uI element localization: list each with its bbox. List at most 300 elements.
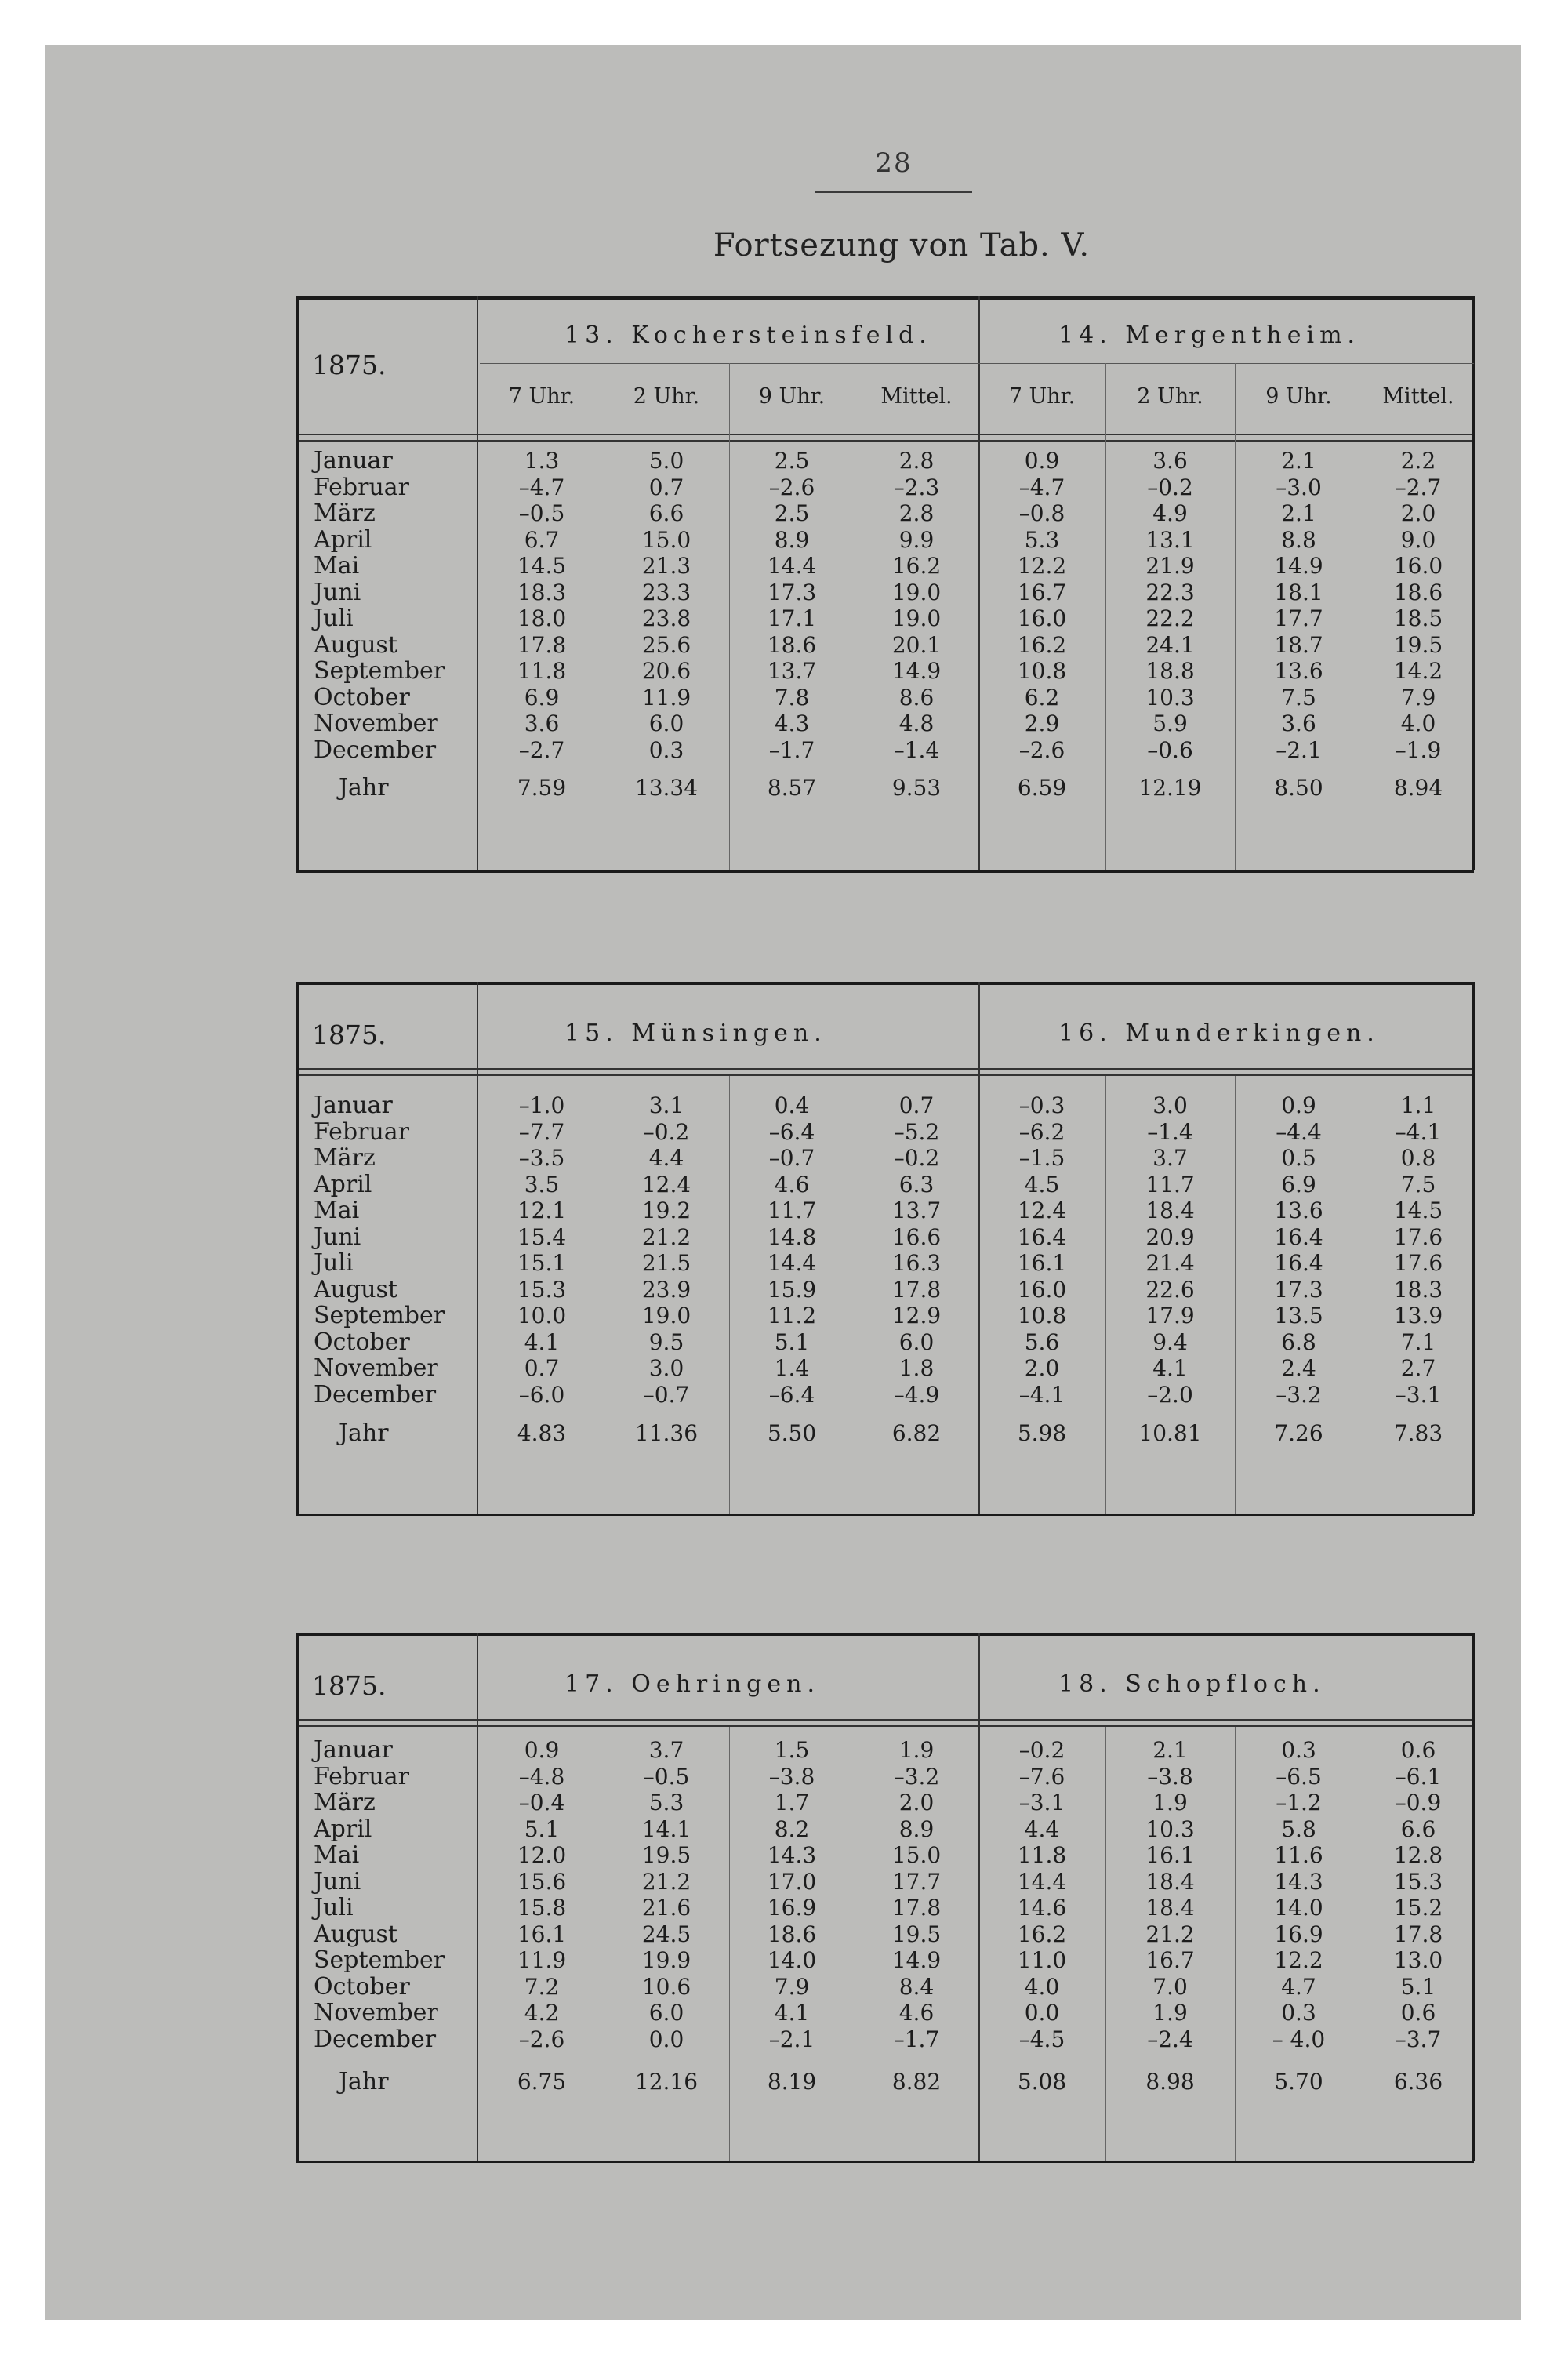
- temperature-cell: 10.3: [1145, 1815, 1195, 1842]
- temperature-cell: 14.9: [891, 658, 942, 684]
- table-right-border: [1472, 1633, 1475, 2161]
- temperature-cell: 0.6: [1400, 1737, 1436, 1763]
- temperature-cell: 14.3: [767, 1842, 817, 1868]
- temperature-cell: 19.9: [641, 1947, 691, 1973]
- temperature-cell: 7.9: [774, 1973, 810, 2000]
- temperature-cell: 22.6: [1145, 1276, 1195, 1303]
- temperature-cell: 13.5: [1274, 1303, 1323, 1328]
- temperature-cell: 5.1: [1400, 1973, 1436, 2000]
- table-year-label: 1875.: [312, 350, 387, 380]
- temperature-cell: –4.1: [1395, 1118, 1442, 1145]
- temperature-cell: 21.9: [1145, 553, 1195, 579]
- month-label: August: [314, 1275, 397, 1303]
- temperature-cell: 14.6: [1017, 1895, 1067, 1921]
- temperature-cell: 20.9: [1145, 1223, 1195, 1250]
- temperature-cell: 16.4: [1017, 1223, 1067, 1250]
- temperature-cell: 14.1: [641, 1815, 691, 1842]
- temperature-cell: 21.2: [1145, 1921, 1195, 1947]
- temperature-cell: 21.5: [641, 1250, 691, 1276]
- temperature-cell: 6.9: [524, 684, 560, 711]
- table-header-rule-2: [296, 1725, 1474, 1727]
- temperature-cell: 9.9: [898, 526, 935, 553]
- temperature-cell: 21.2: [641, 1223, 691, 1250]
- temperature-cell: 17.6: [1393, 1250, 1443, 1276]
- annual-label: Jahr: [339, 774, 389, 801]
- annual-mean-cell: 12.19: [1138, 775, 1202, 801]
- temperature-cell: –7.7: [518, 1118, 565, 1145]
- temperature-cell: 9.5: [648, 1328, 684, 1355]
- temperature-cell: 1.9: [1152, 2000, 1188, 2026]
- temperature-cell: 6.8: [1281, 1328, 1316, 1355]
- temperature-cell: –7.6: [1018, 1763, 1065, 1790]
- temperature-cell: 12.1: [517, 1198, 567, 1223]
- column-header-1: 7 Uhr.: [508, 384, 575, 409]
- temperature-cell: 10.0: [517, 1303, 567, 1328]
- header-divider-stations: [978, 1633, 980, 2161]
- temperature-cell: 12.2: [1017, 553, 1067, 579]
- temperature-cell: 17.0: [767, 1868, 817, 1895]
- temperature-cell: 15.3: [1393, 1868, 1443, 1895]
- temperature-cell: 7.0: [1152, 1973, 1188, 2000]
- temperature-cell: 13.6: [1274, 658, 1323, 684]
- temperature-cell: 4.1: [524, 1328, 560, 1355]
- month-label: December: [314, 1380, 437, 1408]
- temperature-cell: 22.2: [1145, 605, 1195, 631]
- column-divider: [1235, 363, 1236, 870]
- month-label: Februar: [314, 1118, 410, 1146]
- temperature-cell: 14.8: [767, 1223, 817, 1250]
- temperature-cell: 13.7: [767, 658, 817, 684]
- temperature-cell: 17.3: [767, 579, 817, 605]
- annual-mean-cell: 7.83: [1393, 1420, 1443, 1446]
- temperature-cell: –6.0: [518, 1381, 565, 1408]
- temperature-cell: 22.3: [1145, 579, 1195, 605]
- temperature-cell: 21.6: [641, 1895, 691, 1921]
- temperature-cell: 12.9: [891, 1303, 942, 1328]
- month-label: September: [314, 1946, 445, 1974]
- station-name-1: 17. Oehringen.: [564, 1670, 820, 1698]
- temperature-cell: 17.1: [767, 605, 817, 631]
- temperature-cell: –6.1: [1395, 1763, 1442, 1790]
- temperature-cell: 6.0: [648, 711, 684, 736]
- table-top-rule: [296, 1633, 1474, 1636]
- subheader-rule: [480, 363, 1474, 364]
- temperature-cell: 5.1: [524, 1815, 560, 1842]
- table-header-rule: [296, 1068, 1474, 1070]
- temperature-cell: –6.4: [768, 1381, 815, 1408]
- temperature-cell: 14.5: [1393, 1198, 1443, 1223]
- temperature-cell: 17.6: [1393, 1223, 1443, 1250]
- temperature-cell: 18.0: [517, 605, 567, 631]
- temperature-cell: 12.4: [641, 1171, 691, 1198]
- temperature-cell: 4.9: [1152, 500, 1188, 526]
- temperature-cell: –0.7: [643, 1381, 690, 1408]
- temperature-cell: 15.9: [767, 1276, 817, 1303]
- temperature-cell: 6.0: [898, 1328, 935, 1355]
- temperature-cell: 16.6: [891, 1223, 942, 1250]
- temperature-cell: 10.6: [641, 1973, 691, 2000]
- column-header-8: Mittel.: [1382, 384, 1454, 409]
- temperature-cell: 0.7: [898, 1092, 935, 1118]
- temperature-cell: 4.6: [774, 1171, 810, 1198]
- temperature-cell: 12.8: [1393, 1842, 1443, 1868]
- temperature-cell: 16.1: [1145, 1842, 1195, 1868]
- annual-mean-cell: 6.82: [891, 1420, 942, 1446]
- temperature-cell: –2.6: [768, 474, 815, 500]
- page-title: Fortsezung von Tab. V.: [713, 227, 1091, 263]
- table-right-border: [1472, 982, 1475, 1514]
- temperature-cell: 2.4: [1281, 1355, 1316, 1381]
- month-label: August: [314, 1920, 397, 1948]
- temperature-cell: 23.3: [641, 579, 691, 605]
- column-divider: [1105, 1727, 1106, 2161]
- station-name-2: 14. Mergentheim.: [1058, 322, 1361, 349]
- header-divider-label: [477, 296, 478, 870]
- temperature-cell: 17.8: [891, 1276, 942, 1303]
- temperature-cell: 2.0: [1024, 1355, 1060, 1381]
- temperature-cell: –0.3: [1018, 1092, 1065, 1118]
- temperature-cell: –2.6: [1018, 736, 1065, 763]
- temperature-cell: 3.6: [1152, 448, 1188, 474]
- month-label: April: [314, 1815, 372, 1843]
- temperature-cell: 2.1: [1281, 500, 1316, 526]
- temperature-cell: 0.9: [1024, 448, 1060, 474]
- month-label: November: [314, 710, 438, 737]
- temperature-cell: –3.7: [1395, 2026, 1442, 2052]
- temperature-cell: 2.0: [898, 1790, 935, 1815]
- temperature-cell: 14.4: [767, 553, 817, 579]
- temperature-cell: 14.3: [1274, 1868, 1323, 1895]
- month-label: November: [314, 1354, 438, 1382]
- month-label: December: [314, 736, 437, 764]
- month-label: Juni: [314, 1867, 361, 1895]
- temperature-cell: –4.7: [518, 474, 565, 500]
- temperature-cell: 10.8: [1017, 1303, 1067, 1328]
- temperature-cell: 13.0: [1393, 1947, 1443, 1973]
- temperature-cell: 13.1: [1145, 526, 1195, 553]
- header-divider-stations: [978, 982, 980, 1514]
- temperature-cell: 1.5: [774, 1737, 810, 1763]
- temperature-cell: –3.8: [768, 1763, 815, 1790]
- temperature-cell: –0.5: [518, 500, 565, 526]
- column-header-2: 2 Uhr.: [633, 384, 700, 409]
- month-label: October: [314, 1972, 410, 2001]
- temperature-cell: –3.8: [1147, 1763, 1193, 1790]
- temperature-cell: 21.3: [641, 553, 691, 579]
- temperature-cell: 19.2: [641, 1198, 691, 1223]
- page-number: 28: [875, 147, 913, 179]
- annual-mean-cell: 9.53: [891, 775, 942, 801]
- temperature-cell: 16.2: [1017, 631, 1067, 658]
- temperature-cell: 16.0: [1393, 553, 1443, 579]
- temperature-cell: 0.3: [1281, 2000, 1316, 2026]
- temperature-cell: 11.2: [767, 1303, 817, 1328]
- table-bottom-rule: [296, 1514, 1474, 1516]
- temperature-cell: –3.0: [1276, 474, 1322, 500]
- temperature-cell: 16.2: [1017, 1921, 1067, 1947]
- temperature-cell: 7.1: [1400, 1328, 1436, 1355]
- temperature-cell: 17.8: [517, 631, 567, 658]
- temperature-cell: 16.9: [767, 1895, 817, 1921]
- header-divider-label: [477, 982, 478, 1514]
- temperature-cell: –1.4: [1147, 1118, 1193, 1145]
- temperature-cell: 12.0: [517, 1842, 567, 1868]
- temperature-cell: 0.9: [524, 1737, 560, 1763]
- temperature-cell: 2.9: [1024, 711, 1060, 736]
- annual-mean-cell: 8.94: [1393, 775, 1443, 801]
- annual-mean-cell: 4.83: [517, 1420, 567, 1446]
- table-bottom-rule: [296, 2161, 1474, 2163]
- annual-mean-cell: 13.34: [634, 775, 699, 801]
- temperature-cell: 13.6: [1274, 1198, 1323, 1223]
- table-year-label: 1875.: [312, 1670, 387, 1701]
- temperature-cell: 17.9: [1145, 1303, 1195, 1328]
- temperature-cell: 21.4: [1145, 1250, 1195, 1276]
- temperature-cell: 11.8: [1017, 1842, 1067, 1868]
- temperature-cell: 8.9: [774, 526, 810, 553]
- month-label: October: [314, 683, 410, 711]
- temperature-cell: 19.0: [891, 579, 942, 605]
- temperature-cell: 18.7: [1274, 631, 1323, 658]
- temperature-cell: 16.4: [1274, 1250, 1323, 1276]
- month-label: Mai: [314, 1197, 360, 1224]
- temperature-cell: 5.8: [1281, 1815, 1316, 1842]
- temperature-cell: 12.2: [1274, 1947, 1323, 1973]
- temperature-cell: 18.8: [1145, 658, 1195, 684]
- page-number-rule: [815, 191, 972, 193]
- temperature-cell: –2.7: [1395, 474, 1442, 500]
- table-year-label: 1875.: [312, 1019, 387, 1050]
- temperature-cell: 0.4: [774, 1092, 810, 1118]
- temperature-cell: –0.2: [643, 1118, 690, 1145]
- temperature-cell: 18.4: [1145, 1198, 1195, 1223]
- month-label: December: [314, 2025, 437, 2053]
- annual-mean-cell: 10.81: [1138, 1420, 1202, 1446]
- temperature-cell: 5.3: [648, 1790, 684, 1815]
- temperature-cell: 4.3: [774, 711, 810, 736]
- table-top-rule: [296, 296, 1474, 300]
- annual-mean-cell: 6.59: [1017, 775, 1067, 801]
- month-label: Juni: [314, 1223, 361, 1251]
- temperature-cell: 25.6: [641, 631, 691, 658]
- temperature-cell: 16.3: [891, 1250, 942, 1276]
- temperature-cell: 14.2: [1393, 658, 1443, 684]
- temperature-cell: –3.2: [1276, 1381, 1322, 1408]
- temperature-cell: 6.7: [524, 526, 560, 553]
- temperature-cell: 18.4: [1145, 1895, 1195, 1921]
- temperature-cell: 16.7: [1145, 1947, 1195, 1973]
- month-label: Mai: [314, 1841, 360, 1869]
- annual-mean-cell: 5.08: [1017, 2069, 1067, 2095]
- month-label: Februar: [314, 1762, 410, 1790]
- temperature-cell: 18.6: [767, 631, 817, 658]
- temperature-cell: 17.8: [1393, 1921, 1443, 1947]
- temperature-cell: 4.7: [1281, 1973, 1316, 2000]
- temperature-cell: 21.2: [641, 1868, 691, 1895]
- temperature-cell: 4.1: [1152, 1355, 1188, 1381]
- month-label: April: [314, 1170, 372, 1198]
- temperature-cell: 1.9: [898, 1737, 935, 1763]
- temperature-cell: – 4.0: [1272, 2026, 1326, 2052]
- temperature-cell: 2.7: [1400, 1355, 1436, 1381]
- temperature-cell: 6.9: [1281, 1171, 1316, 1198]
- temperature-cell: –6.4: [768, 1118, 815, 1145]
- temperature-cell: 15.0: [891, 1842, 942, 1868]
- temperature-cell: –3.1: [1018, 1790, 1065, 1815]
- annual-mean-cell: 5.50: [767, 1420, 817, 1446]
- temperature-cell: –2.3: [893, 474, 940, 500]
- temperature-cell: 11.7: [767, 1198, 817, 1223]
- temperature-cell: 16.2: [891, 553, 942, 579]
- column-divider: [729, 363, 730, 870]
- temperature-cell: –0.4: [518, 1790, 565, 1815]
- column-header-4: Mittel.: [880, 384, 953, 409]
- month-label: Januar: [314, 1736, 393, 1764]
- temperature-cell: 5.9: [1152, 711, 1188, 736]
- temperature-cell: 14.9: [1274, 553, 1323, 579]
- temperature-cell: 2.1: [1281, 448, 1316, 474]
- temperature-cell: 0.3: [1281, 1737, 1316, 1763]
- temperature-cell: 1.1: [1400, 1092, 1436, 1118]
- temperature-cell: 7.5: [1400, 1171, 1436, 1198]
- month-label: November: [314, 1999, 438, 2026]
- annual-mean-cell: 7.26: [1274, 1420, 1323, 1446]
- temperature-cell: 23.9: [641, 1276, 691, 1303]
- temperature-cell: 7.9: [1400, 684, 1436, 711]
- temperature-cell: 0.3: [648, 736, 684, 763]
- temperature-cell: 8.4: [898, 1973, 935, 2000]
- temperature-cell: 3.6: [1281, 711, 1316, 736]
- annual-mean-cell: 11.36: [634, 1420, 699, 1446]
- temperature-cell: 16.4: [1274, 1223, 1323, 1250]
- temperature-cell: 15.3: [517, 1276, 567, 1303]
- month-label: Juli: [314, 605, 354, 632]
- temperature-cell: 24.5: [641, 1921, 691, 1947]
- column-divider: [1235, 1727, 1236, 2161]
- temperature-cell: 14.0: [1274, 1895, 1323, 1921]
- temperature-cell: 15.6: [517, 1868, 567, 1895]
- temperature-cell: 2.1: [1152, 1737, 1188, 1763]
- temperature-cell: 6.6: [648, 500, 684, 526]
- temperature-cell: –2.7: [518, 736, 565, 763]
- temperature-cell: 0.7: [524, 1355, 560, 1381]
- temperature-cell: 11.8: [517, 658, 567, 684]
- temperature-cell: –4.4: [1276, 1118, 1322, 1145]
- temperature-cell: 8.9: [898, 1815, 935, 1842]
- temperature-cell: 1.3: [524, 448, 560, 474]
- temperature-cell: –0.5: [643, 1763, 690, 1790]
- temperature-cell: 2.0: [1400, 500, 1436, 526]
- column-divider: [729, 1727, 730, 2161]
- header-divider-label: [477, 1633, 478, 2161]
- temperature-cell: 19.5: [1393, 631, 1443, 658]
- temperature-cell: 20.1: [891, 631, 942, 658]
- temperature-cell: 11.6: [1274, 1842, 1323, 1868]
- temperature-cell: 7.8: [774, 684, 810, 711]
- temperature-cell: –4.5: [1018, 2026, 1065, 2052]
- column-divider: [1235, 1076, 1236, 1514]
- temperature-cell: –0.7: [768, 1145, 815, 1171]
- month-label: September: [314, 657, 445, 685]
- column-header-6: 2 Uhr.: [1137, 384, 1203, 409]
- station-name-2: 16. Munderkingen.: [1058, 1019, 1380, 1047]
- temperature-cell: –0.9: [1395, 1790, 1442, 1815]
- temperature-cell: 14.4: [1017, 1868, 1067, 1895]
- month-label: October: [314, 1328, 410, 1356]
- temperature-cell: 19.5: [641, 1842, 691, 1868]
- annual-mean-cell: 8.19: [767, 2069, 817, 2095]
- temperature-cell: 11.9: [517, 1947, 567, 1973]
- temperature-cell: 4.5: [1024, 1171, 1060, 1198]
- temperature-cell: 2.5: [774, 448, 810, 474]
- temperature-cell: –1.7: [893, 2026, 940, 2052]
- temperature-cell: 14.0: [767, 1947, 817, 1973]
- temperature-cell: 16.0: [1017, 605, 1067, 631]
- temperature-cell: 11.7: [1145, 1171, 1195, 1198]
- table-top-rule: [296, 982, 1474, 985]
- temperature-cell: 9.4: [1152, 1328, 1188, 1355]
- temperature-cell: 1.8: [898, 1355, 935, 1381]
- annual-mean-cell: 7.59: [517, 775, 567, 801]
- temperature-cell: 19.0: [891, 605, 942, 631]
- temperature-cell: 3.6: [524, 711, 560, 736]
- temperature-cell: 3.7: [648, 1737, 684, 1763]
- temperature-cell: 7.2: [524, 1973, 560, 2000]
- temperature-cell: –2.6: [518, 2026, 565, 2052]
- month-label: Januar: [314, 1092, 393, 1119]
- temperature-cell: 6.6: [1400, 1815, 1436, 1842]
- annual-mean-cell: 8.57: [767, 775, 817, 801]
- temperature-cell: 19.0: [641, 1303, 691, 1328]
- temperature-cell: 0.0: [648, 2026, 684, 2052]
- month-label: Januar: [314, 447, 393, 474]
- temperature-cell: 14.9: [891, 1947, 942, 1973]
- temperature-cell: –0.6: [1147, 736, 1193, 763]
- temperature-cell: 18.1: [1274, 579, 1323, 605]
- month-label: Mai: [314, 552, 360, 580]
- temperature-cell: 0.6: [1400, 2000, 1436, 2026]
- temperature-cell: –1.9: [1395, 736, 1442, 763]
- temperature-cell: 14.4: [767, 1250, 817, 1276]
- station-name-2: 18. Schopfloch.: [1058, 1670, 1326, 1698]
- annual-mean-cell: 12.16: [634, 2069, 699, 2095]
- column-header-3: 9 Uhr.: [758, 384, 826, 409]
- temperature-cell: 17.7: [891, 1868, 942, 1895]
- temperature-cell: 3.0: [1152, 1092, 1188, 1118]
- temperature-cell: 15.2: [1393, 1895, 1443, 1921]
- column-divider: [1105, 1076, 1106, 1514]
- temperature-cell: 17.7: [1274, 605, 1323, 631]
- month-label: Juli: [314, 1894, 354, 1921]
- temperature-cell: 4.4: [1024, 1815, 1060, 1842]
- temperature-cell: 13.7: [891, 1198, 942, 1223]
- month-label: April: [314, 525, 372, 554]
- temperature-cell: –0.8: [1018, 500, 1065, 526]
- temperature-cell: 4.0: [1024, 1973, 1060, 2000]
- temperature-cell: –2.4: [1147, 2026, 1193, 2052]
- temperature-cell: 5.6: [1024, 1328, 1060, 1355]
- column-divider: [1105, 363, 1106, 870]
- table-left-border: [296, 296, 299, 870]
- temperature-cell: 4.0: [1400, 711, 1436, 736]
- temperature-cell: 3.5: [524, 1171, 560, 1198]
- month-label: August: [314, 631, 397, 659]
- temperature-cell: 13.9: [1393, 1303, 1443, 1328]
- temperature-cell: 5.0: [648, 448, 684, 474]
- temperature-cell: 3.1: [648, 1092, 684, 1118]
- temperature-cell: 9.0: [1400, 526, 1436, 553]
- temperature-cell: 5.3: [1024, 526, 1060, 553]
